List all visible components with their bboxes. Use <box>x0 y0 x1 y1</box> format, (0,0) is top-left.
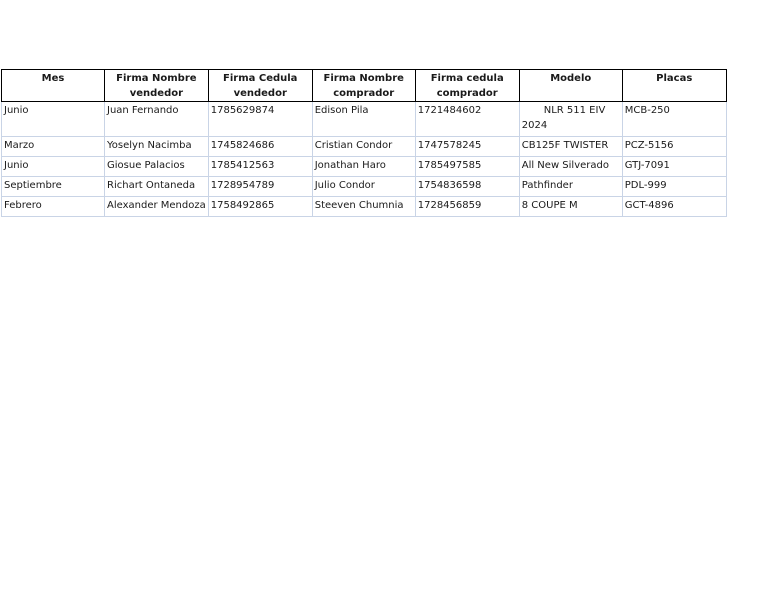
cell-nombre-vendedor: Richart Ontaneda <box>105 177 209 197</box>
header-mes: Mes <box>2 70 105 102</box>
cell-mes: Febrero <box>2 197 105 217</box>
cell-placas: PDL-999 <box>622 177 726 197</box>
cell-cedula-comprador: 1728456859 <box>415 197 519 217</box>
cell-nombre-comprador: Jonathan Haro <box>312 157 415 177</box>
vehicle-sales-table <box>1 69 727 217</box>
header-firma-nombre-comprador: Firma Nombre comprador <box>312 70 415 102</box>
cell-mes: Junio <box>2 157 105 177</box>
cell-nombre-comprador: Edison Pila <box>312 102 415 137</box>
cell-nombre-vendedor: Juan Fernando <box>105 102 209 137</box>
cell-placas: GTJ-7091 <box>622 157 726 177</box>
table-row <box>2 157 727 177</box>
cell-mes: Marzo <box>2 137 105 157</box>
cell-modelo <box>519 102 622 137</box>
cell-mes: Septiembre <box>2 177 105 197</box>
header-modelo: Modelo <box>519 70 622 102</box>
cell-modelo: CB125F TWISTER <box>519 137 622 157</box>
cell-cedula-comprador: 1754836598 <box>415 177 519 197</box>
cell-placas: GCT-4896 <box>622 197 726 217</box>
cell-cedula-vendedor: 1785629874 <box>208 102 312 137</box>
cell-modelo-text: NLR 511 EIV 2024 <box>521 105 606 131</box>
header-firma-cedula-comprador: Firma cedula comprador <box>415 70 519 102</box>
cell-nombre-comprador: Julio Condor <box>312 177 415 197</box>
header-firma-cedula-vendedor: Firma Cedula vendedor <box>208 70 312 102</box>
cell-mes: Junio <box>2 102 105 137</box>
cell-cedula-comprador: 1747578245 <box>415 137 519 157</box>
cell-placas: MCB-250 <box>622 102 726 137</box>
cell-cedula-vendedor: 1758492865 <box>208 197 312 217</box>
table-row <box>2 137 727 157</box>
cell-nombre-vendedor: Yoselyn Nacimba <box>105 137 209 157</box>
cell-nombre-comprador: Steeven Chumnia <box>312 197 415 217</box>
cell-modelo: All New Silverado <box>519 157 622 177</box>
cell-nombre-comprador: Cristian Condor <box>312 137 415 157</box>
table-row <box>2 197 727 217</box>
header-row <box>2 70 727 102</box>
cell-placas: PCZ-5156 <box>622 137 726 157</box>
cell-cedula-comprador: 1721484602 <box>415 102 519 137</box>
header-placas: Placas <box>622 70 726 102</box>
cell-nombre-vendedor: Giosue Palacios <box>105 157 209 177</box>
cell-nombre-vendedor: Alexander Mendoza <box>105 197 209 217</box>
cell-modelo: 8 COUPE M <box>519 197 622 217</box>
table-row <box>2 102 727 137</box>
cell-cedula-vendedor: 1745824686 <box>208 137 312 157</box>
table-row <box>2 177 727 197</box>
cell-cedula-vendedor: 1785412563 <box>208 157 312 177</box>
cell-cedula-comprador: 1785497585 <box>415 157 519 177</box>
header-firma-nombre-vendedor: Firma Nombre vendedor <box>105 70 209 102</box>
cell-modelo: Pathfinder <box>519 177 622 197</box>
cell-cedula-vendedor: 1728954789 <box>208 177 312 197</box>
